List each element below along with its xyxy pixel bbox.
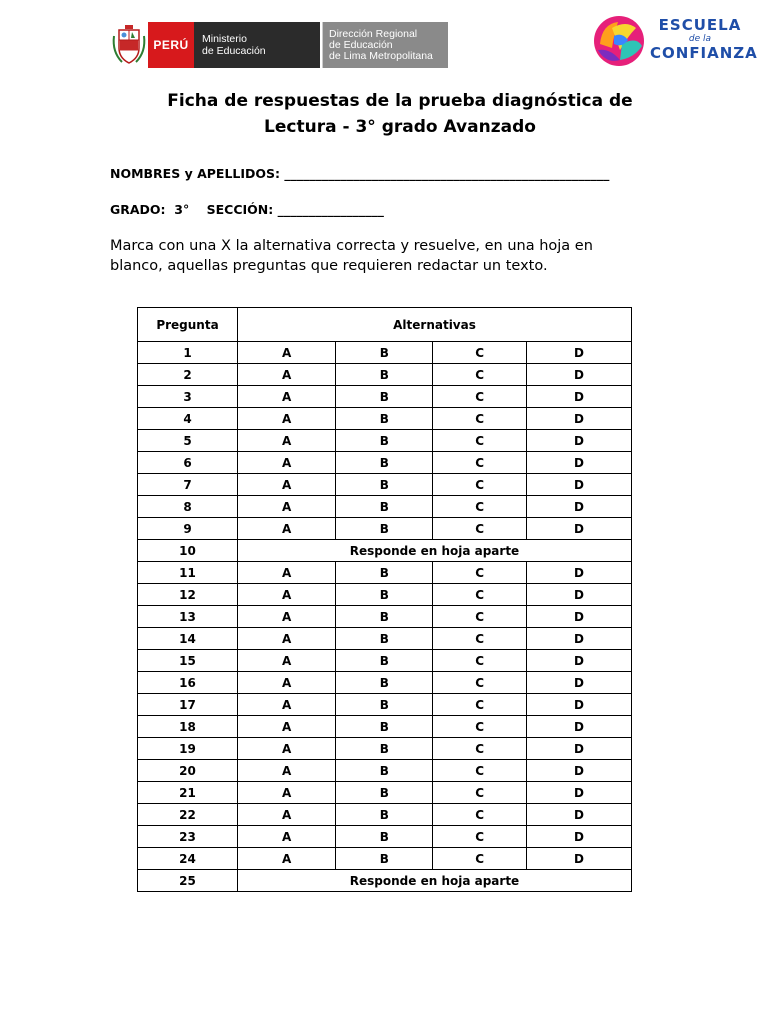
alternative-option[interactable]: B xyxy=(336,826,433,848)
alternative-option[interactable]: A xyxy=(238,364,336,386)
alternative-option[interactable]: D xyxy=(527,386,632,408)
question-number: 13 xyxy=(138,606,238,628)
table-row xyxy=(138,364,632,386)
table-row xyxy=(138,342,632,364)
question-number: 25 xyxy=(138,870,238,892)
alternative-option[interactable]: C xyxy=(433,826,527,848)
alternative-option[interactable]: A xyxy=(238,716,336,738)
table-row xyxy=(138,628,632,650)
alternative-option[interactable]: A xyxy=(238,584,336,606)
ministerio-label: Ministerio de Educación xyxy=(194,22,320,68)
alternative-option[interactable]: B xyxy=(336,782,433,804)
title-line-1: Ficha de respuestas de la prueba diagnóstica de xyxy=(167,91,633,111)
alternative-option[interactable]: A xyxy=(238,650,336,672)
alternative-option[interactable]: A xyxy=(238,518,336,540)
alternative-option[interactable]: D xyxy=(527,518,632,540)
alternative-option[interactable]: C xyxy=(433,650,527,672)
alternative-option[interactable]: A xyxy=(238,452,336,474)
table-row xyxy=(138,562,632,584)
alternative-option[interactable]: C xyxy=(433,694,527,716)
question-number: 11 xyxy=(138,562,238,584)
peru-coat-of-arms-icon xyxy=(110,22,148,68)
alternative-option[interactable]: D xyxy=(527,474,632,496)
alternative-option[interactable]: D xyxy=(527,760,632,782)
alternative-option[interactable]: A xyxy=(238,408,336,430)
alternative-option[interactable]: D xyxy=(527,496,632,518)
alternative-option[interactable]: D xyxy=(527,848,632,870)
alternative-option[interactable]: C xyxy=(433,584,527,606)
separate-sheet-note: Responde en hoja aparte xyxy=(238,540,632,562)
alternative-option[interactable]: D xyxy=(527,562,632,584)
alternative-option[interactable]: C xyxy=(433,386,527,408)
alternative-option[interactable]: C xyxy=(433,848,527,870)
table-row xyxy=(138,716,632,738)
question-number: 16 xyxy=(138,672,238,694)
alternative-option[interactable]: A xyxy=(238,760,336,782)
alternative-option[interactable]: B xyxy=(336,804,433,826)
alternative-option[interactable]: C xyxy=(433,562,527,584)
logo-text-escuela: ESCUELA xyxy=(658,16,742,34)
table-row xyxy=(138,584,632,606)
alternative-option[interactable]: B xyxy=(336,496,433,518)
alternative-option[interactable]: C xyxy=(433,628,527,650)
logo-text-confianza: CONFIANZA xyxy=(650,44,758,62)
alternative-option[interactable]: D xyxy=(527,782,632,804)
alternative-option[interactable]: C xyxy=(433,342,527,364)
alternative-option[interactable]: B xyxy=(336,694,433,716)
question-number: 8 xyxy=(138,496,238,518)
table-header-row xyxy=(138,308,632,342)
alternative-option[interactable]: D xyxy=(527,452,632,474)
alternative-option[interactable]: D xyxy=(527,364,632,386)
alternative-option[interactable]: A xyxy=(238,672,336,694)
question-number: 23 xyxy=(138,826,238,848)
alternative-option[interactable]: B xyxy=(336,848,433,870)
table-row xyxy=(138,848,632,870)
question-number: 10 xyxy=(138,540,238,562)
instructions-text: Marca con una X la alternativa correcta y resuelve, en una hoja en blanco, aquellas preguntas que requieren redactar un texto. xyxy=(110,238,593,274)
question-number: 20 xyxy=(138,760,238,782)
alternative-option[interactable]: A xyxy=(238,738,336,760)
alternative-option[interactable]: D xyxy=(527,826,632,848)
table-row xyxy=(138,826,632,848)
answer-table xyxy=(137,307,632,892)
alternative-option[interactable]: C xyxy=(433,760,527,782)
alternative-option[interactable]: B xyxy=(336,628,433,650)
alternative-option[interactable]: C xyxy=(433,716,527,738)
question-number: 9 xyxy=(138,518,238,540)
title-line-2: Lectura - 3° grado Avanzado xyxy=(264,117,536,137)
alternative-option[interactable]: C xyxy=(433,496,527,518)
question-number: 21 xyxy=(138,782,238,804)
alternative-option[interactable]: B xyxy=(336,408,433,430)
separate-sheet-note: Responde en hoja aparte xyxy=(238,870,632,892)
table-row xyxy=(138,694,632,716)
alternative-option[interactable]: B xyxy=(336,364,433,386)
question-number: 19 xyxy=(138,738,238,760)
alternative-option[interactable]: B xyxy=(336,430,433,452)
table-row xyxy=(138,738,632,760)
alternative-option[interactable]: A xyxy=(238,562,336,584)
alternative-option[interactable]: B xyxy=(336,518,433,540)
table-row xyxy=(138,870,632,892)
alternative-option[interactable]: C xyxy=(433,782,527,804)
alternative-option[interactable]: D xyxy=(527,342,632,364)
alternative-option[interactable]: B xyxy=(336,474,433,496)
alternative-option[interactable]: A xyxy=(238,496,336,518)
table-row xyxy=(138,804,632,826)
alternative-option[interactable]: B xyxy=(336,760,433,782)
table-row xyxy=(138,408,632,430)
alternative-option[interactable]: D xyxy=(527,804,632,826)
question-number: 3 xyxy=(138,386,238,408)
alternative-option[interactable]: C xyxy=(433,452,527,474)
alternative-option[interactable]: D xyxy=(527,694,632,716)
alternative-option[interactable]: C xyxy=(433,672,527,694)
question-number: 14 xyxy=(138,628,238,650)
alternative-option[interactable]: B xyxy=(336,386,433,408)
alternative-option[interactable]: A xyxy=(238,342,336,364)
alternative-option[interactable]: A xyxy=(238,804,336,826)
question-number: 5 xyxy=(138,430,238,452)
alternative-option[interactable]: A xyxy=(238,782,336,804)
question-number: 4 xyxy=(138,408,238,430)
question-number: 1 xyxy=(138,342,238,364)
document-title xyxy=(130,88,670,140)
alternative-option[interactable]: B xyxy=(336,584,433,606)
alternative-option[interactable]: C xyxy=(433,364,527,386)
alternative-option[interactable]: A xyxy=(238,628,336,650)
question-number: 6 xyxy=(138,452,238,474)
alternative-option[interactable]: D xyxy=(527,738,632,760)
alternative-option[interactable]: B xyxy=(336,650,433,672)
alternative-option[interactable]: D xyxy=(527,430,632,452)
alternative-option[interactable]: D xyxy=(527,650,632,672)
nombres-field[interactable]: NOMBRES y APELLIDOS: ____________________________________________________ xyxy=(110,166,610,181)
ministry-header xyxy=(110,22,448,68)
alternative-option[interactable]: A xyxy=(238,386,336,408)
table-row xyxy=(138,474,632,496)
table-row xyxy=(138,452,632,474)
table-row xyxy=(138,760,632,782)
alternative-option[interactable]: D xyxy=(527,628,632,650)
header-alternativas: Alternativas xyxy=(238,308,632,342)
alternative-option[interactable]: C xyxy=(433,408,527,430)
question-number: 17 xyxy=(138,694,238,716)
question-number: 7 xyxy=(138,474,238,496)
question-number: 22 xyxy=(138,804,238,826)
alternative-option[interactable]: C xyxy=(433,738,527,760)
table-row xyxy=(138,430,632,452)
alternative-option[interactable]: D xyxy=(527,408,632,430)
question-number: 18 xyxy=(138,716,238,738)
table-row xyxy=(138,672,632,694)
alternative-option[interactable]: C xyxy=(433,804,527,826)
grado-seccion-field[interactable]: GRADO: 3° SECCIÓN: _________________ xyxy=(110,202,384,217)
alternative-option[interactable]: B xyxy=(336,672,433,694)
alternative-option[interactable]: A xyxy=(238,430,336,452)
header-pregunta: Pregunta xyxy=(138,308,238,342)
alternative-option[interactable]: D xyxy=(527,584,632,606)
table-row xyxy=(138,386,632,408)
question-number: 15 xyxy=(138,650,238,672)
alternative-option[interactable]: B xyxy=(336,716,433,738)
alternative-option[interactable]: C xyxy=(433,606,527,628)
alternative-option[interactable]: B xyxy=(336,606,433,628)
table-row xyxy=(138,782,632,804)
table-row xyxy=(138,496,632,518)
question-number: 24 xyxy=(138,848,238,870)
alternative-option[interactable]: B xyxy=(336,562,433,584)
alternative-option[interactable]: A xyxy=(238,606,336,628)
hands-logo-icon xyxy=(592,14,646,68)
alternative-option[interactable]: D xyxy=(527,672,632,694)
alternative-option[interactable]: A xyxy=(238,694,336,716)
alternative-option[interactable]: A xyxy=(238,474,336,496)
alternative-option[interactable]: D xyxy=(527,606,632,628)
alternative-option[interactable]: C xyxy=(433,474,527,496)
question-number: 12 xyxy=(138,584,238,606)
question-number: 2 xyxy=(138,364,238,386)
escuela-confianza-logo xyxy=(592,12,758,72)
table-row xyxy=(138,518,632,540)
table-row xyxy=(138,606,632,628)
alternative-option[interactable]: B xyxy=(336,452,433,474)
alternative-option[interactable]: B xyxy=(336,342,433,364)
alternative-option[interactable]: A xyxy=(238,848,336,870)
alternative-option[interactable]: B xyxy=(336,738,433,760)
table-row xyxy=(138,540,632,562)
alternative-option[interactable]: C xyxy=(433,430,527,452)
table-row xyxy=(138,650,632,672)
alternative-option[interactable]: C xyxy=(433,518,527,540)
direccion-regional-label: Dirección Regional de Educación de Lima Metropolitana xyxy=(322,22,448,68)
alternative-option[interactable]: D xyxy=(527,716,632,738)
peru-label: PERÚ xyxy=(148,22,194,68)
alternative-option[interactable]: A xyxy=(238,826,336,848)
logo-text-de-la: de la xyxy=(688,34,712,44)
